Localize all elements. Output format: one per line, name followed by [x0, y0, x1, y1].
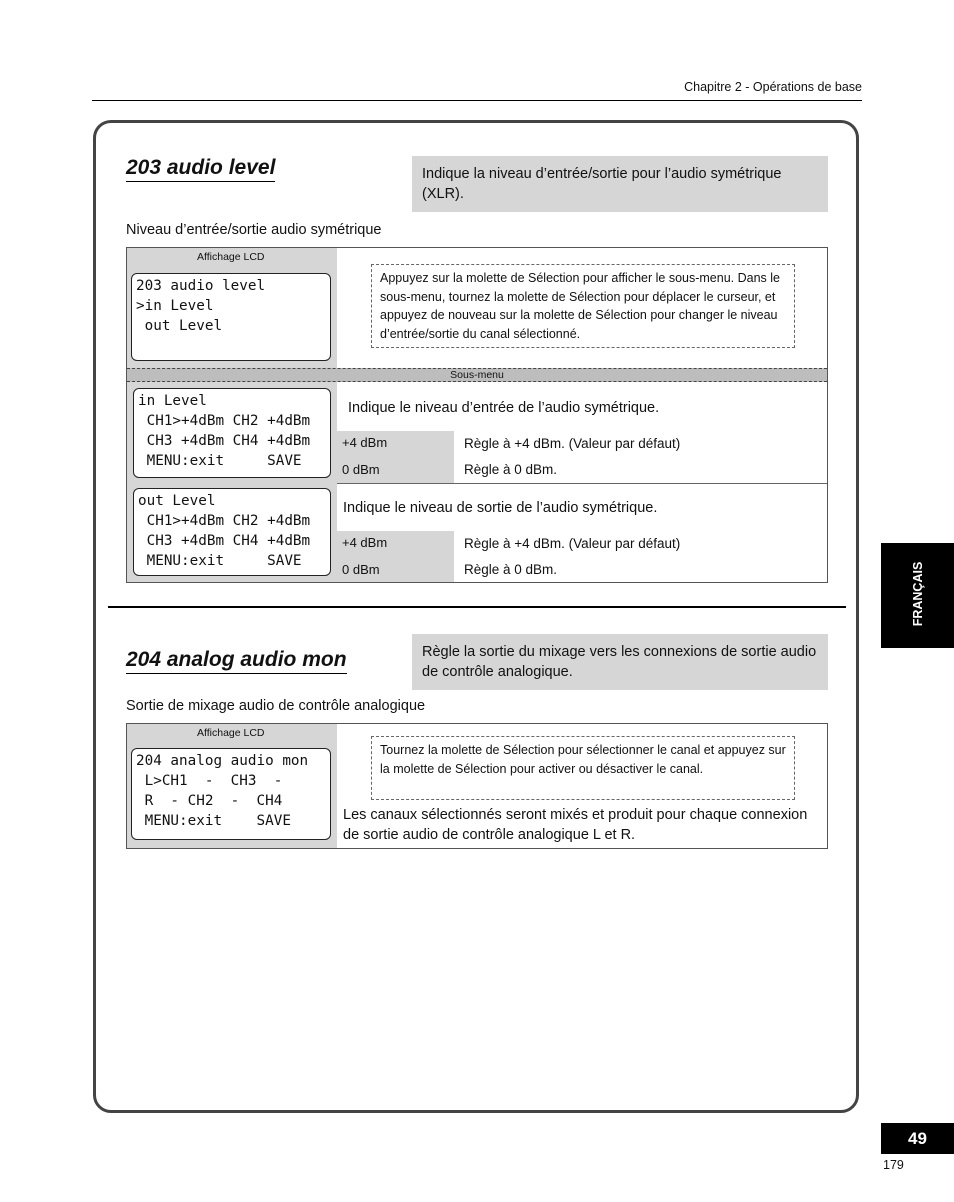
section-separator — [108, 606, 846, 608]
settings-table-204 — [126, 723, 828, 849]
option-value: Règle à +4 dBm. (Valeur par défaut) — [464, 436, 681, 451]
section-description-204: Règle la sortie du mixage vers les connexions de sortie audio de contrôle analogique. — [412, 634, 828, 690]
section-title-204: 204 analog audio mon — [126, 648, 347, 674]
lcd-display-out-level: out Level CH1>+4dBm CH2 +4dBm CH3 +4dBm CH4 +4dBm MENU:exit SAVE — [133, 488, 331, 576]
page-number-secondary: 179 — [883, 1158, 904, 1172]
option-key: 0 dBm — [337, 557, 454, 582]
chapter-header: Chapitre 2 - Opérations de base — [684, 80, 862, 94]
row-divider — [337, 483, 827, 484]
page-number: 49 — [881, 1123, 954, 1154]
option-value: Règle à 0 dBm. — [464, 562, 558, 577]
out-level-description: Indique le niveau de sortie de l’audio symétrique. — [343, 500, 658, 516]
option-value: Règle à 0 dBm. — [464, 462, 558, 477]
lcd-label: Affichage LCD — [197, 251, 265, 263]
language-label: FRANÇAIS — [911, 561, 925, 627]
language-tab — [881, 543, 954, 648]
header-rule — [92, 100, 862, 101]
section-description-203: Indique la niveau d’entrée/sortie pour l’audio symétrique (XLR). — [412, 156, 828, 212]
section-subtitle-203: Niveau d’entrée/sortie audio symétrique — [126, 222, 382, 238]
lcd-display-in-level: in Level CH1>+4dBm CH2 +4dBm CH3 +4dBm CH4 +4dBm MENU:exit SAVE — [133, 388, 331, 478]
option-key: +4 dBm — [337, 431, 454, 457]
instruction-note: Tournez la molette de Sélection pour sélectionner le canal et appuyez sur la molette de Sélection pour activer ou désactiver le canal. — [371, 736, 795, 800]
lcd-display-analog: 204 analog audio mon L>CH1 - CH3 - R - CH2 - CH4 MENU:exit SAVE — [131, 748, 331, 840]
section-subtitle-204: Sortie de mixage audio de contrôle analogique — [126, 698, 426, 714]
analog-mix-description: Les canaux sélectionnés seront mixés et produit pour chaque connexion de sortie audio de contrôle analogique L et R. — [343, 807, 808, 843]
lcd-label: Affichage LCD — [197, 727, 265, 739]
settings-table-203 — [126, 247, 828, 583]
instruction-note: Appuyez sur la molette de Sélection pour afficher le sous-menu. Dans le sous-menu, tournez la molette de Sélection pour déplacer le curseur, et appuyez de nouveau sur la molette de Sélection pour changer le niveau d’entrée/sortie du canal sélectionné. — [371, 264, 795, 348]
submenu-bar: Sous-menu — [127, 368, 827, 382]
option-key: 0 dBm — [337, 457, 454, 483]
option-value: Règle à +4 dBm. (Valeur par défaut) — [464, 536, 681, 551]
option-key: +4 dBm — [337, 531, 454, 557]
in-level-description: Indique le niveau d’entrée de l’audio symétrique. — [348, 400, 660, 416]
lcd-display-main: 203 audio level >in Level out Level — [131, 273, 331, 361]
section-title-203: 203 audio level — [126, 156, 275, 182]
